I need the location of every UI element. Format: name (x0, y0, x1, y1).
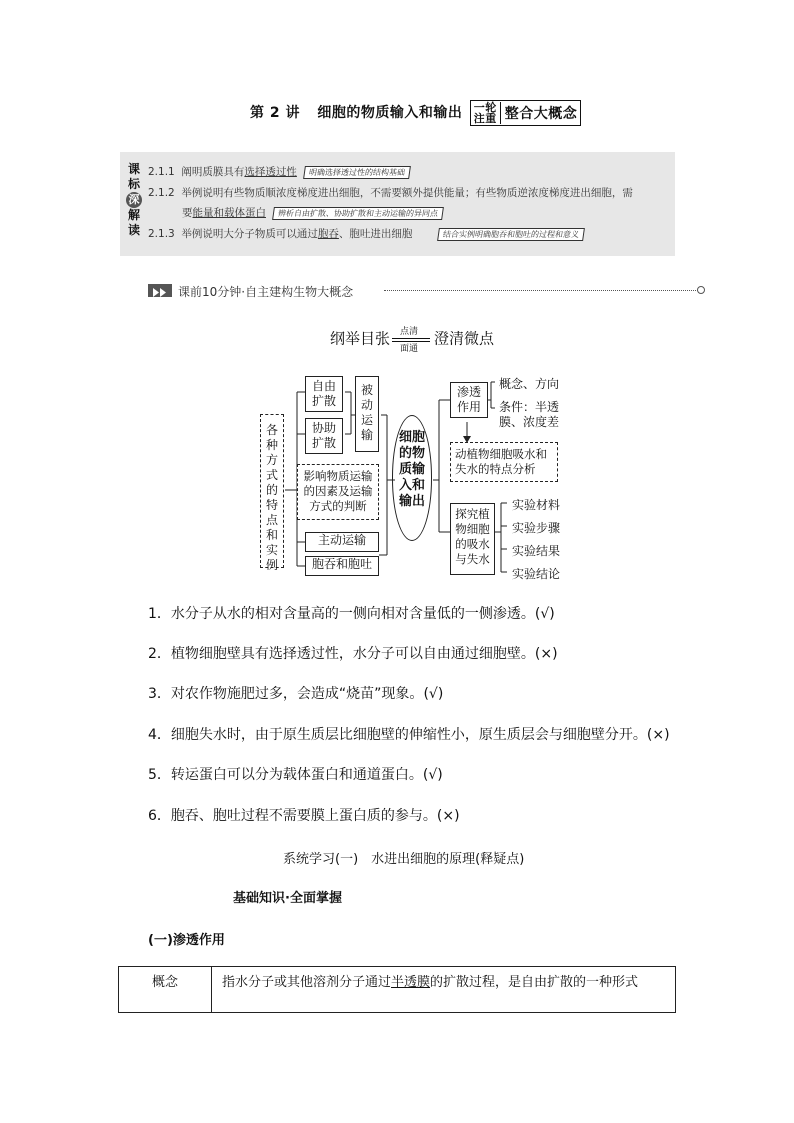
basic-heading: 基础知识·全面掌握 (233, 891, 342, 906)
standard-item: 要能量和载体蛋白 辨析自由扩散、协助扩散和主动运输的异同点 (182, 205, 443, 220)
osmosis-item: 条件：半透膜、浓度差 (499, 400, 560, 429)
map-node-left-label: 各种方式的特点和实例 (260, 414, 284, 568)
map-node-influence-factors: 影响物质运输的因素及运输方式的判断 (297, 464, 379, 520)
question-item: 4．细胞失水时，由于原生质层比细胞壁的伸缩性小，原生质层会与细胞壁分开。(×) (148, 727, 670, 743)
lesson-title: 细胞的物质输入和输出 (317, 105, 463, 121)
table-row (119, 967, 676, 1013)
page-title (250, 100, 581, 126)
question-item: 3．对农作物施肥过多，会造成“烧苗”现象。(√) (148, 686, 444, 702)
curriculum-standards-box (120, 152, 675, 256)
question-item: 5．转运蛋白可以分为载体蛋白和通道蛋白。(√) (148, 767, 443, 783)
title-badge (470, 100, 582, 126)
concept-map-title: 纲举目张 点清 面通 澄清微点 (330, 327, 495, 354)
standard-item: 2.1.1 阐明质膜具有选择透过性 明确选择透过性的结构基础 (148, 164, 410, 179)
section-label: 课前10分钟·自主建构生物大概念 (178, 285, 354, 299)
standard-item: 2.1.3 举例说明大分子物质可以通过胞吞、胞吐进出细胞 结合实例明确胞吞和胞吐的过程和意义 (148, 226, 584, 241)
map-node-center: 细胞的物质输入和输出 (392, 415, 432, 541)
system-heading: 系统学习(一) 水进出细胞的原理(释疑点) (283, 852, 525, 867)
standards-side-label: 课 标 深 解 读 (127, 162, 140, 237)
standard-note: 结合实例明确胞吞和胞吐的过程和意义 (437, 228, 585, 241)
map-node-experiment: 探究植物细胞的吸水与失水 (450, 503, 495, 575)
play-icon (148, 284, 172, 297)
table-value: 指水分子或其他溶剂分子通过半透膜的扩散过程，是自由扩散的一种形式 (212, 967, 676, 1013)
standard-item: 2.1.2 举例说明有些物质顺浓度梯度进出细胞，不需要额外提供能量；有些物质逆浓度梯度进出细胞，需 (148, 187, 633, 199)
lesson-number: 第 2 讲 (250, 105, 300, 121)
badge-top: 一轮 (473, 101, 497, 114)
answer-mark: (√) (534, 606, 555, 622)
experiment-item: 实验结论 (512, 567, 561, 581)
answer-mark: (×) (436, 808, 460, 824)
question-item: 6．胞吞、胞吐过程不需要膜上蛋白质的参与。(×) (148, 808, 460, 824)
answer-mark: (×) (646, 727, 670, 743)
experiment-item: 实验材料 (512, 498, 561, 512)
badge-bottom: 注重 (473, 112, 497, 125)
map-node-cell-water: 动植物细胞吸水和失水的特点分析 (450, 442, 558, 482)
map-node-facilitated-diffusion: 协助扩散 (305, 418, 343, 454)
map-node-active-transport: 主动运输 (305, 532, 379, 552)
badge-right: 整合大概念 (504, 106, 578, 122)
divider-end-circle (697, 286, 705, 294)
answer-mark: (√) (422, 767, 443, 783)
experiment-item: 实验步骤 (512, 521, 561, 535)
experiment-item: 实验结果 (512, 544, 561, 558)
answer-mark: (√) (423, 686, 444, 702)
definition-table (118, 966, 676, 1013)
answer-mark: (×) (534, 646, 558, 662)
map-node-passive-transport: 被动运输 (355, 376, 379, 452)
map-node-osmosis: 渗透作用 (450, 382, 488, 418)
question-item: 2．植物细胞壁具有选择透过性，水分子可以自由通过细胞壁。(×) (148, 646, 558, 662)
osmosis-item: 概念、方向 (499, 377, 560, 391)
table-label: 概念 (119, 967, 212, 1013)
standard-note: 明确选择透过性的结构基础 (303, 166, 411, 179)
dotted-divider (384, 290, 698, 291)
question-item: 1．水分子从水的相对含量高的一侧向相对含量低的一侧渗透。(√) (148, 606, 555, 622)
map-node-endo-exocytosis: 胞吞和胞吐 (305, 556, 379, 576)
standard-note: 辨析自由扩散、协助扩散和主动运输的异同点 (272, 207, 444, 220)
double-arrow-icon: 点清 面通 (392, 326, 432, 352)
map-node-free-diffusion: 自由扩散 (305, 376, 343, 412)
section-bar (148, 284, 706, 298)
sub-heading: (一)渗透作用 (148, 933, 225, 948)
